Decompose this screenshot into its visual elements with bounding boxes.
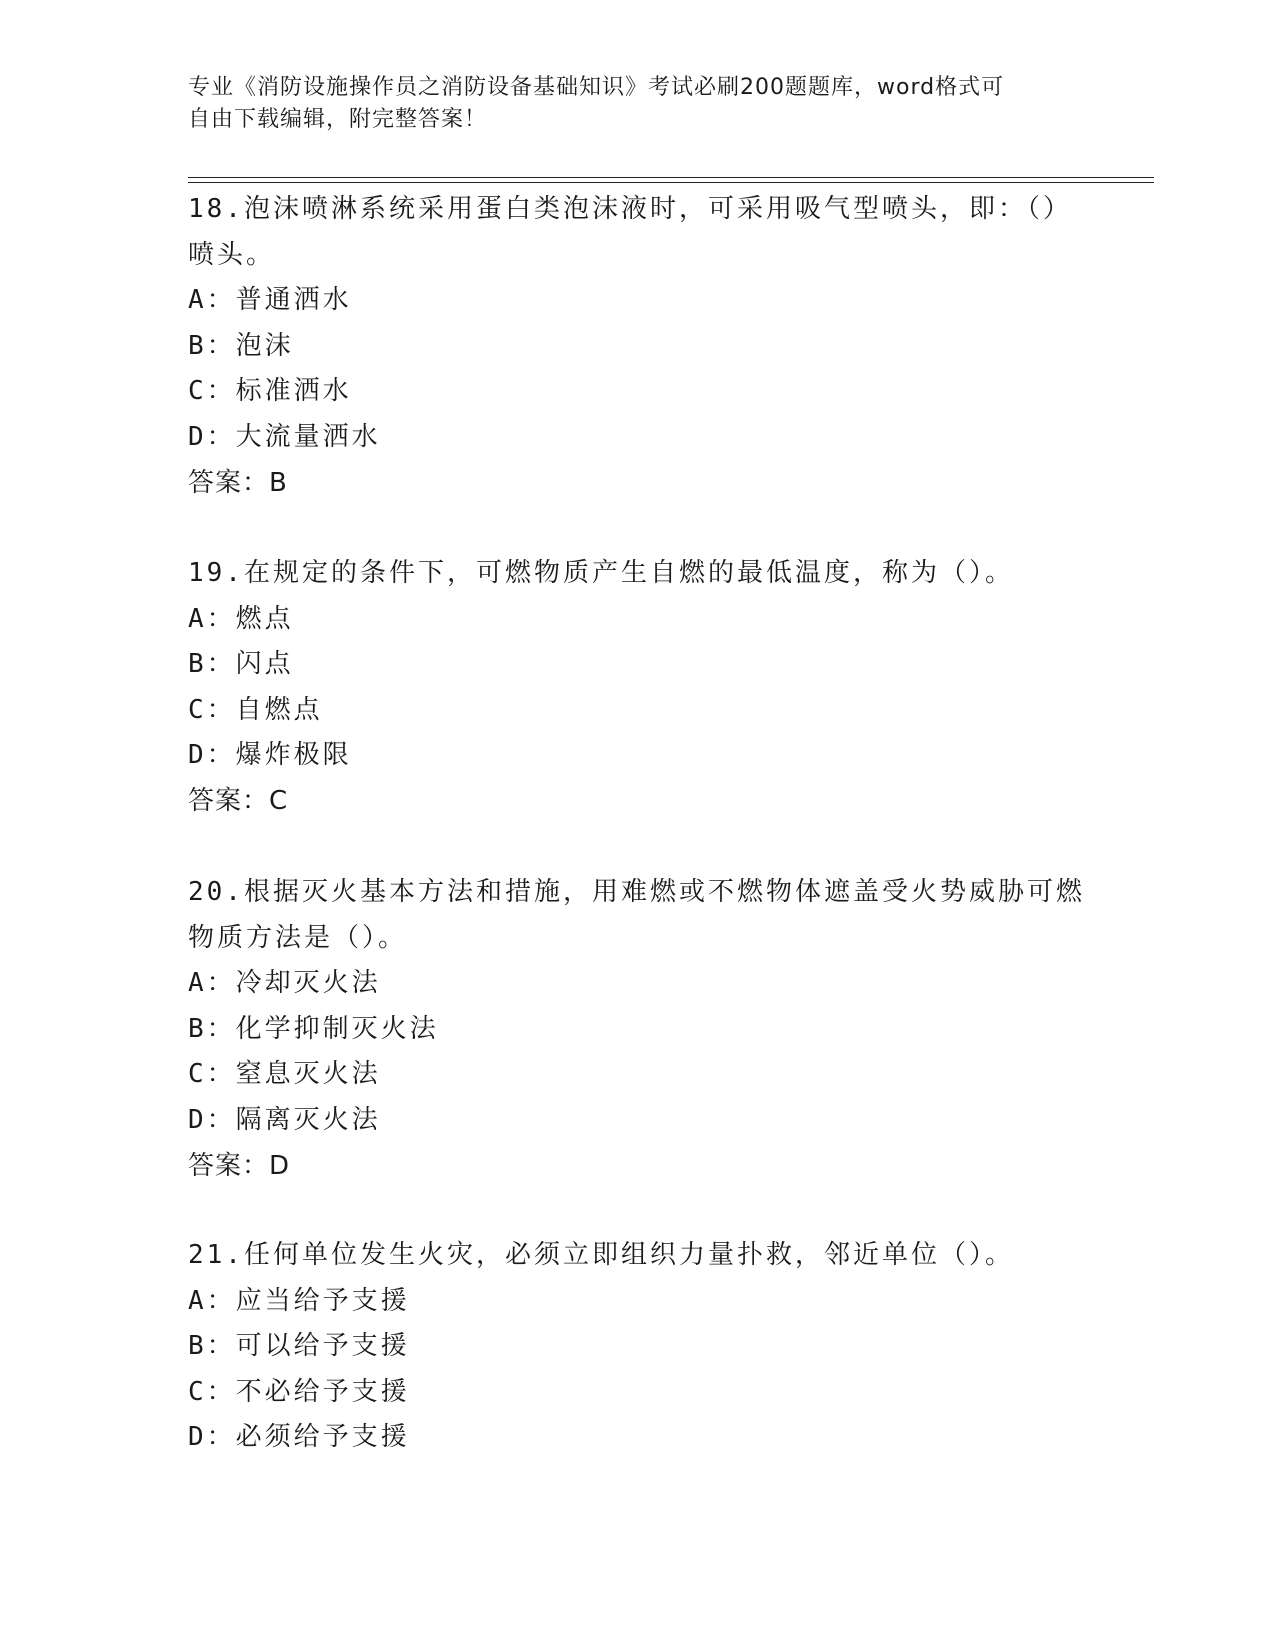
question-19 xyxy=(188,551,1088,825)
header-divider-bottom xyxy=(188,182,1154,183)
question-stem: 18.泡沫喷淋系统采用蛋白类泡沫液时，可采用吸气型喷头，即：（） xyxy=(188,194,1072,224)
option-d: D：大流量洒水 xyxy=(188,421,381,452)
header-line-1: 专业《消防设施操作员之消防设备基础知识》考试必刷200题题库，word格式可 xyxy=(188,75,1005,100)
option-b: B：化学抑制灭火法 xyxy=(188,1013,439,1044)
option-d: D：爆炸极限 xyxy=(188,740,352,771)
option-d: D：必须给予支援 xyxy=(188,1422,410,1453)
option-b: B：闪点 xyxy=(188,649,294,680)
option-a: A：燃点 xyxy=(188,603,294,634)
question-stem: 20.根据灭火基本方法和措施，用难燃或不燃物体遮盖受火势威胁可燃 xyxy=(188,877,1085,907)
answer: 答案：B xyxy=(188,467,288,498)
option-c: C：自燃点 xyxy=(188,694,323,725)
option-c: C：不必给予支援 xyxy=(188,1376,410,1407)
option-a: A：普通洒水 xyxy=(188,285,352,316)
header-divider-top xyxy=(188,177,1154,178)
question-21 xyxy=(188,1233,1088,1461)
question-stem-continued: 喷头。 xyxy=(188,239,276,270)
option-c: C：标准洒水 xyxy=(188,376,352,407)
document-header xyxy=(188,72,1088,136)
question-stem-continued: 物质方法是（）。 xyxy=(188,922,408,953)
option-a: A：应当给予支援 xyxy=(188,1285,410,1316)
option-b: B：泡沫 xyxy=(188,330,294,361)
question-20 xyxy=(188,870,1088,1189)
question-stem: 19.在规定的条件下，可燃物质产生自燃的最低温度，称为（）。 xyxy=(188,558,1014,588)
question-stem: 21.任何单位发生火灾，必须立即组织力量扑救，邻近单位（）。 xyxy=(188,1240,1014,1270)
option-c: C：窒息灭火法 xyxy=(188,1059,381,1090)
option-b: B：可以给予支援 xyxy=(188,1331,410,1362)
question-18 xyxy=(188,187,1088,506)
option-d: D：隔离灭火法 xyxy=(188,1104,381,1135)
answer: 答案：D xyxy=(188,1150,291,1181)
header-line-2: 自由下载编辑，附完整答案！ xyxy=(188,107,488,132)
answer: 答案：C xyxy=(188,785,289,816)
option-a: A：冷却灭火法 xyxy=(188,968,381,999)
